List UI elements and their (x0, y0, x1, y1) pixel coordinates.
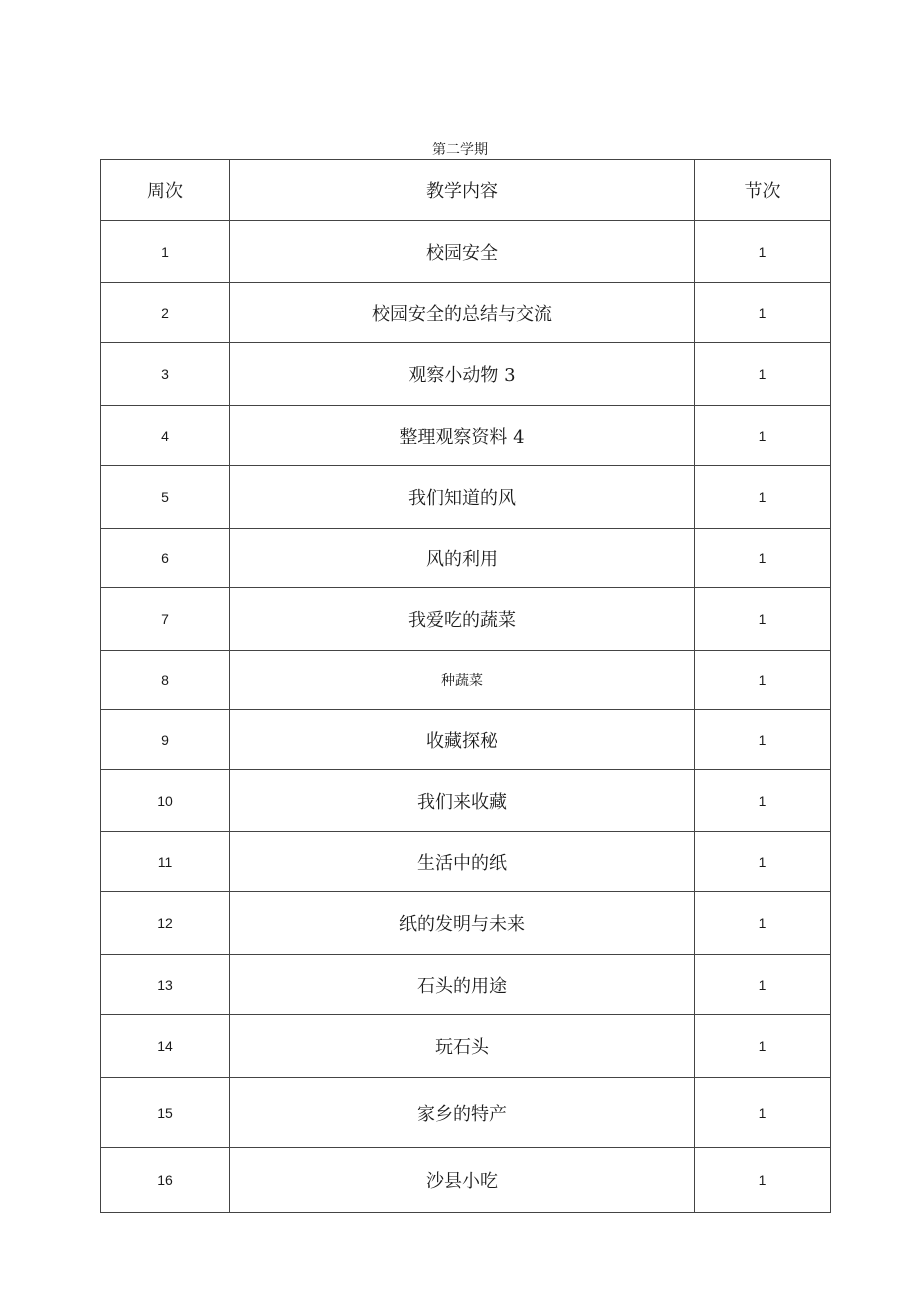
week-cell: 4 (101, 406, 230, 466)
periods-cell: 1 (695, 955, 831, 1015)
content-cell: 我们来收藏 (230, 770, 695, 832)
week-cell: 2 (101, 283, 230, 343)
periods-cell: 1 (695, 406, 831, 466)
table-row (101, 710, 831, 770)
week-cell: 14 (101, 1015, 230, 1078)
week-cell: 13 (101, 955, 230, 1015)
week-cell: 8 (101, 651, 230, 710)
table-row (101, 955, 831, 1015)
periods-cell: 1 (695, 221, 831, 283)
table-row (101, 651, 831, 710)
content-cell: 整理观察资料 4 (230, 406, 695, 466)
table-row (101, 221, 831, 283)
week-cell: 16 (101, 1148, 230, 1213)
content-cell: 观察小动物 3 (230, 343, 695, 406)
table-row (101, 892, 831, 955)
table-row (101, 406, 831, 466)
periods-cell: 1 (695, 832, 831, 892)
content-cell: 风的利用 (230, 529, 695, 588)
week-cell: 3 (101, 343, 230, 406)
week-cell: 7 (101, 588, 230, 651)
week-cell: 11 (101, 832, 230, 892)
week-cell: 15 (101, 1078, 230, 1148)
table-row (101, 1015, 831, 1078)
table-row (101, 529, 831, 588)
week-cell: 6 (101, 529, 230, 588)
table-row (101, 588, 831, 651)
periods-cell: 1 (695, 529, 831, 588)
periods-cell: 1 (695, 770, 831, 832)
week-cell: 9 (101, 710, 230, 770)
content-cell: 生活中的纸 (230, 832, 695, 892)
periods-cell: 1 (695, 588, 831, 651)
content-cell: 我们知道的风 (230, 466, 695, 529)
table-row (101, 1078, 831, 1148)
periods-cell: 1 (695, 1078, 831, 1148)
table-row (101, 343, 831, 406)
periods-cell: 1 (695, 892, 831, 955)
header-week: 周次 (101, 160, 230, 221)
week-cell: 5 (101, 466, 230, 529)
table-row (101, 832, 831, 892)
periods-cell: 1 (695, 1015, 831, 1078)
content-cell: 玩石头 (230, 1015, 695, 1078)
periods-cell: 1 (695, 1148, 831, 1213)
periods-cell: 1 (695, 343, 831, 406)
table-caption: 第二学期 (432, 142, 488, 158)
periods-cell: 1 (695, 710, 831, 770)
content-cell: 家乡的特产 (230, 1078, 695, 1148)
content-cell: 纸的发明与未来 (230, 892, 695, 955)
table-row (101, 466, 831, 529)
periods-cell: 1 (695, 651, 831, 710)
periods-cell: 1 (695, 283, 831, 343)
content-cell: 收藏探秘 (230, 710, 695, 770)
content-cell: 我爱吃的蔬菜 (230, 588, 695, 651)
periods-cell: 1 (695, 466, 831, 529)
table-header-row (101, 160, 831, 221)
table-row (101, 1148, 831, 1213)
header-content: 教学内容 (230, 160, 695, 221)
week-cell: 10 (101, 770, 230, 832)
schedule-table (100, 159, 831, 1213)
header-periods: 节次 (695, 160, 831, 221)
content-cell: 沙县小吃 (230, 1148, 695, 1213)
table-row (101, 770, 831, 832)
week-cell: 1 (101, 221, 230, 283)
content-cell: 校园安全的总结与交流 (230, 283, 695, 343)
content-cell: 石头的用途 (230, 955, 695, 1015)
week-cell: 12 (101, 892, 230, 955)
content-cell: 种蔬菜 (230, 651, 695, 710)
table-row (101, 283, 831, 343)
content-cell: 校园安全 (230, 221, 695, 283)
